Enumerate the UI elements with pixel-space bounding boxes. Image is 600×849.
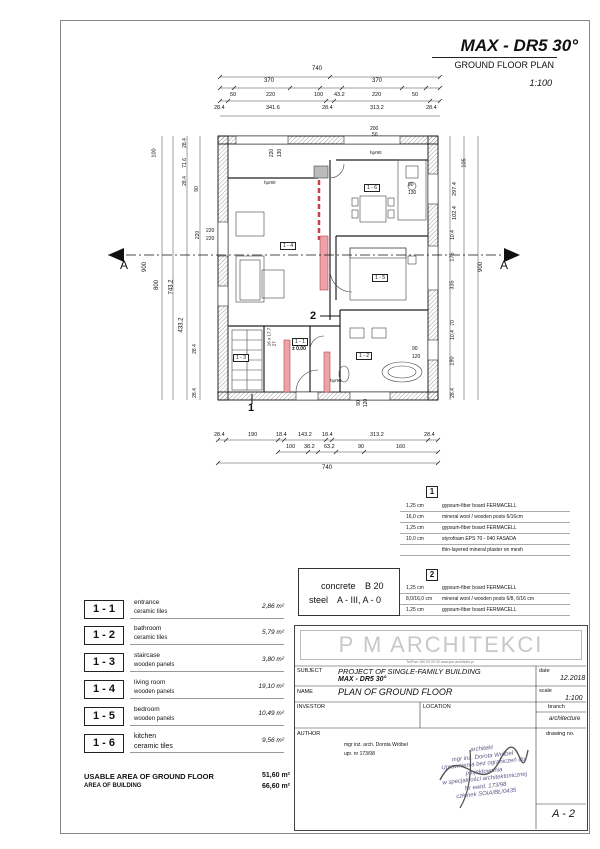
layer-row: 1,25 cm gypsum-fiber board FERMACELL <box>400 606 570 616</box>
layer-row: 8,0/16,0 cm mineral wool / wooden posts 6/8, 6/16 cm <box>400 595 570 605</box>
concrete-value: B 20 <box>365 581 384 591</box>
scale-value: 1:100 <box>565 695 583 702</box>
dim-l-10: 28.4 <box>191 344 198 354</box>
date-label: date <box>539 668 550 674</box>
dim-r-8: 10.4 <box>449 330 456 340</box>
dim-r-7: 70 <box>449 320 456 326</box>
dim-r-4: 175 <box>449 252 456 262</box>
dim-r2-3: 43.2 <box>334 92 345 98</box>
win-label-11: 50 <box>372 132 378 138</box>
dim-bottom-total: 740 <box>322 465 333 471</box>
dim-l-8: 743.2 <box>168 279 175 295</box>
room-area: 9,56 m² <box>261 737 284 744</box>
section-label-right: A <box>500 258 509 272</box>
name-label: NAME <box>297 689 313 695</box>
room-number: 1 - 6 <box>84 734 124 753</box>
dim-b1-2: 18.4 <box>276 432 287 438</box>
plan-room-1-4: 1 - 4 <box>280 242 296 250</box>
layers-1-marker: 1 <box>426 486 438 498</box>
layer-row: 1,25 cm gypsum-fiber board FERMACELL <box>400 584 570 594</box>
building-area-label: AREA OF BUILDING <box>84 783 142 789</box>
room-floor: wooden panels <box>134 716 175 722</box>
dim-l-2: 71.6 <box>181 158 188 168</box>
room-area: 3,80 m² <box>261 656 284 663</box>
steel-value: A - III, A - 0 <box>337 595 382 605</box>
plan-room-1-5: 1 - 5 <box>372 274 388 282</box>
dim-l-1: 28.4 <box>181 138 188 148</box>
plan-room-1-3: 1 - 3 <box>233 354 249 362</box>
layers-2-marker: 2 <box>426 569 438 581</box>
dim-b1-1: 190 <box>248 432 258 438</box>
dim-l-4: 90 <box>193 186 200 192</box>
dim-l-5: 220 <box>195 230 202 240</box>
room-number: 1 - 1 <box>84 600 124 619</box>
dim-r3-3: 313.2 <box>370 105 384 111</box>
layer-row: 1,25 cm gypsum-fiber board FERMACELL <box>400 524 570 534</box>
room-floor: ceramic tiles <box>134 635 168 641</box>
drawing-subtitle: GROUND FLOOR PLAN <box>454 60 554 70</box>
dim-l-9: 433.2 <box>178 317 185 333</box>
room-number: 1 - 2 <box>84 626 124 645</box>
room-name: entrance <box>134 599 160 606</box>
win-label-4: 220 <box>206 228 215 234</box>
dim-total-top: 740 <box>312 66 323 72</box>
drawing-scale: 1:100 <box>529 78 552 88</box>
investor-label: INVESTOR <box>297 704 326 710</box>
layer-row: thin-layered mineral plaster on mesh <box>400 546 570 556</box>
dim-b2-3: 90 <box>358 444 365 450</box>
materials-box <box>298 568 400 616</box>
plan-hpr-1: hpr90 <box>264 180 276 185</box>
dim-r3-4: 28.4 <box>426 105 437 111</box>
win-label-1: 130 <box>277 148 284 158</box>
dim-r-10: 28.4 <box>449 388 456 398</box>
dim-b1-3: 143.2 <box>298 432 312 438</box>
date-value: 12.2018 <box>560 675 586 682</box>
architect-stamp: architekt mgr inż. Dorota Wróbel Uprawnienia bez ograniczeń do projektowania w specjalności architektonicznej Nr ewid. 173/98 członek SOIA/BŁ/0435 <box>441 745 528 801</box>
dim-l-7: 800 <box>154 279 161 291</box>
room-row <box>84 705 284 727</box>
dim-b2-1: 38.2 <box>304 444 315 450</box>
dim-l-11: 28.4 <box>191 388 198 398</box>
room-number: 1 - 3 <box>84 653 124 672</box>
layer-row: 1,25 cm gypsum-fiber board FERMACELL <box>400 502 570 512</box>
dim-r-2: 102.4 <box>451 206 458 220</box>
room-floor: ceramic tiles <box>134 743 173 750</box>
room-floor: ceramic tiles <box>134 609 168 615</box>
dim-r3-2: 28.4 <box>322 105 333 111</box>
layer-row: 16,0 cm mineral wool / wooden posts 6/16cm <box>400 513 570 523</box>
room-row <box>84 598 284 620</box>
section-marker-2: 2 <box>310 310 317 322</box>
section-label-left: A <box>120 258 129 272</box>
usable-area-value: 51,60 m² <box>262 772 291 779</box>
dim-r2-2: 100 <box>314 92 324 98</box>
steel-label: steel <box>309 595 329 605</box>
dim-b1-0: 28.4 <box>214 432 225 438</box>
win-label-3: 130 <box>408 190 417 196</box>
author-permission: upr. nr 173/98 <box>344 751 375 757</box>
win-label-8: 90 <box>355 400 362 406</box>
dim-l-0: 100 <box>151 148 158 158</box>
company-logo: P M ARCHITEKCI <box>300 630 582 660</box>
layer-row: 10,0 cm styrofoam EPS 70 - 040 FASADA <box>400 535 570 545</box>
room-row <box>84 624 284 646</box>
dim-r2-4: 220 <box>372 92 382 98</box>
dim-r-5: 900 <box>478 261 485 273</box>
win-label-10: 200 <box>370 126 379 132</box>
dim-b2-0: 100 <box>286 444 296 450</box>
name-value: PLAN OF GROUND FLOOR <box>338 687 453 697</box>
room-name: living room <box>134 679 166 686</box>
author-label: AUTHOR <box>297 731 321 737</box>
room-floor: wooden panels <box>134 662 175 668</box>
dim-half-left: 370 <box>264 78 275 84</box>
branch-label: branch <box>548 704 565 710</box>
subject-label: SUBJECT <box>297 668 323 674</box>
sheet-number: A - 2 <box>552 808 575 820</box>
signature <box>400 720 530 810</box>
room-area: 2,86 m² <box>261 603 284 610</box>
dim-r-3: 10.4 <box>449 230 456 240</box>
dim-l-3: 28.4 <box>181 176 188 186</box>
dim-b1-4: 18.4 <box>322 432 333 438</box>
dim-r3-0: 28.4 <box>214 105 225 111</box>
company-address: Tel/Fax: 000 00 00 00 www.pm-architekci.pl <box>406 660 474 664</box>
room-area: 5,79 m² <box>261 629 284 636</box>
dim-half-right: 370 <box>372 78 383 84</box>
win-label-2: 90 <box>408 182 414 188</box>
dim-r2-5: 50 <box>412 92 419 98</box>
concrete-label: concrete <box>321 581 356 591</box>
dim-r2-0: 50 <box>230 92 237 98</box>
drawing-no-label: drawing no. <box>546 731 575 737</box>
dim-r3-1: 341.6 <box>266 105 280 111</box>
room-area: 10,49 m² <box>258 710 284 717</box>
usable-area-label: USABLE AREA OF GROUND FLOOR <box>84 772 214 781</box>
plan-room-1-6: 1 - 6 <box>364 184 380 192</box>
dim-l-6: 900 <box>142 261 149 273</box>
dim-b1-6: 28.4 <box>424 432 435 438</box>
room-row <box>84 651 284 673</box>
win-label-7: 120 <box>412 354 421 360</box>
dim-r2-1: 220 <box>266 92 276 98</box>
win-label-6: 90 <box>412 346 418 352</box>
room-floor: wooden panels <box>134 689 175 695</box>
dim-r-0: 105 <box>461 158 468 168</box>
plan-hpr-3: hpr90 <box>330 378 342 383</box>
room-name: bedroom <box>134 706 160 713</box>
room-area: 19,10 m² <box>258 683 284 690</box>
scale-label: scale <box>539 688 552 694</box>
dim-b2-2: 63.2 <box>324 444 335 450</box>
branch-value: architecture <box>549 716 581 722</box>
dim-r-1: 297.4 <box>451 182 458 196</box>
plan-hpr-2: hpr90 <box>370 150 382 155</box>
plan-room-1-2: 1 - 2 <box>356 352 372 360</box>
plan-stairs: 16 x 17.7 27 <box>266 327 277 347</box>
subject-value: PROJECT OF SINGLE-FAMILY BUILDING <box>338 667 481 676</box>
dim-r-9: 190 <box>449 356 456 366</box>
section-marker-1: 1 <box>248 402 255 414</box>
plan-level: ± 0.00 <box>292 346 306 352</box>
building-area-value: 66,60 m² <box>262 783 291 790</box>
room-name: kitchen <box>134 733 157 740</box>
drawing-title: MAX - DR5 30° <box>460 36 578 55</box>
room-number: 1 - 5 <box>84 707 124 726</box>
dim-b2-4: 160 <box>396 444 406 450</box>
subject-value-2: MAX - DR5 30° <box>338 676 387 683</box>
win-label-5: 220 <box>206 236 215 242</box>
room-row <box>84 678 284 700</box>
author-name: mgr inż. arch. Dorota Wróbel <box>344 742 408 748</box>
win-label-9: 120 <box>363 398 370 408</box>
dim-b1-5: 313.2 <box>370 432 384 438</box>
dim-r-6: 335 <box>449 280 456 290</box>
win-label-0: 220 <box>269 148 276 158</box>
location-label: LOCATION <box>423 704 451 710</box>
room-name: bathroom <box>134 625 162 632</box>
room-name: staircase <box>134 652 161 659</box>
room-number: 1 - 4 <box>84 680 124 699</box>
plan-room-1-1: 1 - 1 <box>292 338 308 346</box>
room-row <box>84 732 284 754</box>
